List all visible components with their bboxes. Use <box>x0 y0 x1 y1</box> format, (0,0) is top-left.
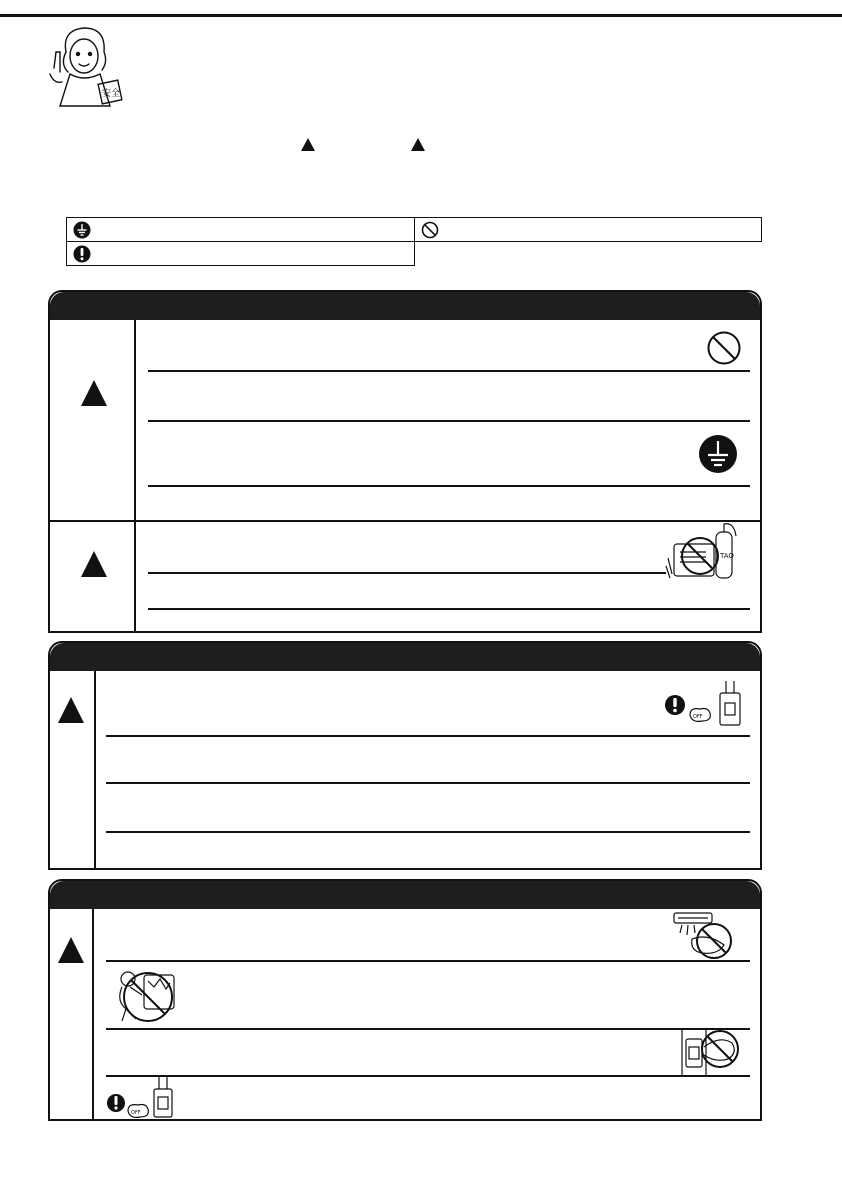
top-rule <box>0 14 842 17</box>
warning-triangle-icon <box>81 380 107 406</box>
row-rule <box>106 1075 750 1077</box>
svg-text:TAO: TAO <box>720 552 734 560</box>
row-rule <box>106 960 750 962</box>
safety-mascot-icon <box>44 22 130 108</box>
row-rule <box>148 370 750 372</box>
legend-cell-prohibition <box>414 217 762 242</box>
ground-icon <box>698 434 738 474</box>
breaker-switch-icon <box>106 1075 180 1121</box>
safety-panel-1 <box>48 290 762 633</box>
row-rule <box>148 608 750 610</box>
caution-triangle-icon <box>58 937 84 963</box>
panel-2-divider <box>94 671 96 870</box>
panel-1-divider <box>134 320 136 633</box>
svg-text:OFF: OFF <box>131 1110 141 1116</box>
row-rule <box>148 420 750 422</box>
prohibition-icon <box>706 330 742 366</box>
panel-2-header <box>50 643 760 671</box>
warning-triangle-icon <box>301 138 315 151</box>
row-rule <box>148 485 750 487</box>
row-rule <box>106 831 750 833</box>
gas-cylinder-prohibition-icon <box>664 518 748 588</box>
legend-cell-ground <box>66 217 415 242</box>
row-rule <box>106 735 750 737</box>
prohibition-icon <box>421 221 439 239</box>
ground-icon <box>73 221 91 239</box>
panel-3-header <box>50 881 760 909</box>
symbol-legend <box>66 217 762 269</box>
caution-triangle-icon <box>411 138 425 151</box>
indoor-unit-prohibition-icon <box>668 911 748 961</box>
panel-1-row-separator <box>50 520 760 522</box>
warning-triangle-icon <box>58 697 84 723</box>
safety-panel-2 <box>48 641 762 870</box>
child-climbing-prohibition-icon <box>108 965 182 1027</box>
caution-triangle-icon <box>81 551 107 577</box>
svg-text:安全: 安全 <box>102 89 121 99</box>
row-rule <box>106 782 750 784</box>
instruction-icon <box>73 245 91 263</box>
safety-panel-3 <box>48 879 762 1121</box>
breaker-switch-icon <box>662 679 748 731</box>
panel-1-header <box>50 292 760 320</box>
row-rule <box>106 1028 750 1030</box>
wet-hands-switch-prohibition-icon <box>680 1027 744 1077</box>
row-rule <box>148 572 666 574</box>
panel-3-divider <box>92 909 94 1121</box>
legend-cell-instruction <box>66 241 415 266</box>
svg-text:OFF: OFF <box>693 714 703 720</box>
